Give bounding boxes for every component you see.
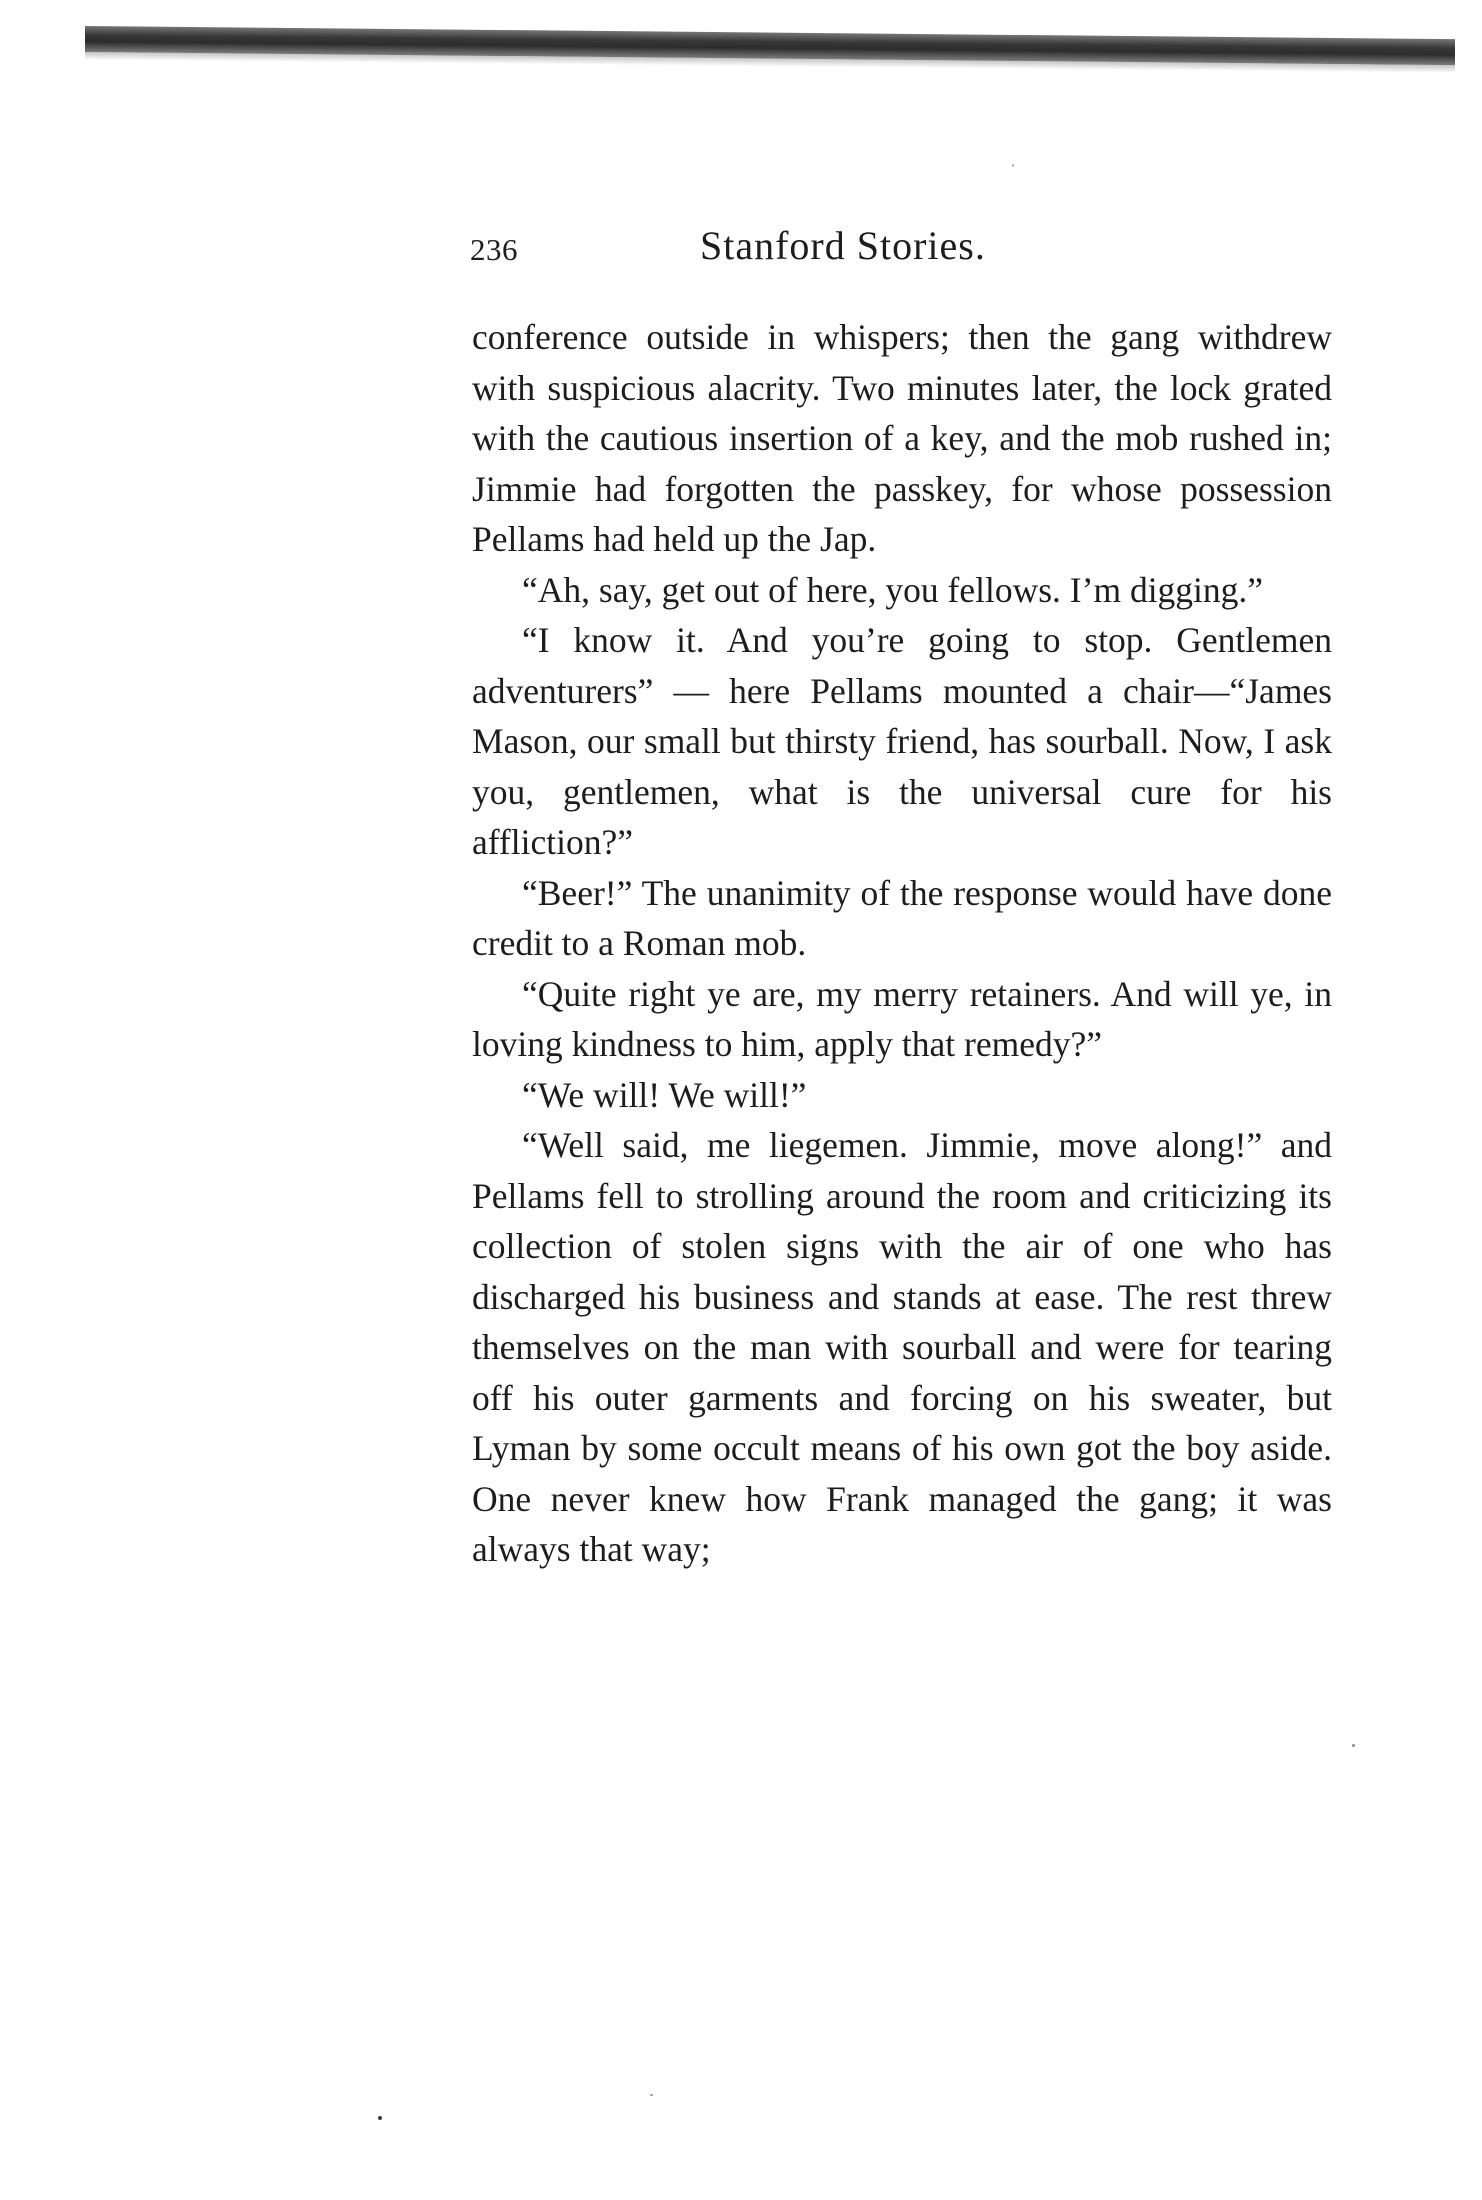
ink-speck [1352, 1744, 1355, 1747]
running-title: Stanford Stories. [700, 223, 986, 268]
ink-speck [1012, 164, 1014, 167]
paragraph-1: conference outside in whispers; then the gang withdrew with suspicious alacrity. Two minutes later, the lock grated with the cautious insertion of a key, and the mob rushed in; Jimmie had forgotten the passkey, for whose possession Pellams had held up the Jap. [472, 317, 1332, 559]
body-text [472, 312, 1332, 1575]
paragraph-4: “Beer!” The unanimity of the response would have done credit to a Roman mob. [472, 872, 1332, 963]
page-header [470, 222, 1370, 282]
paragraph-6: “We will! We will!” [522, 1074, 807, 1115]
page-number: 236 [470, 232, 518, 267]
ink-speck [378, 2116, 382, 2120]
paragraph-5: “Quite right ye are, my merry retainers. And will ye, in loving kindness to him, apply that remedy?” [472, 973, 1332, 1064]
paragraph-3: “I know it. And you’re going to stop. Gentlemen adventurers” — here Pellams mounted a chair—“James Mason, our small but thirsty friend, has sourball. Now, I ask you, gentlemen, what is the universal cure for his affliction?” [472, 620, 1332, 862]
ink-speck [650, 2094, 653, 2096]
paragraph-2: “Ah, say, get out of here, you fellows. I’m digging.” [522, 569, 1264, 610]
paragraph-7: “Well said, me liegemen. Jimmie, move along!” and Pellams fell to strolling around the room and criticizing its collection of stolen signs with the air of one who has discharged his business and stands at ease. The rest threw themselves on the man with sourball and were for tearing off his outer garments and forcing on his sweater, but Lyman by some occult means of his own got the boy aside. One never knew how Frank managed the gang; it was always that way; [472, 1125, 1332, 1569]
